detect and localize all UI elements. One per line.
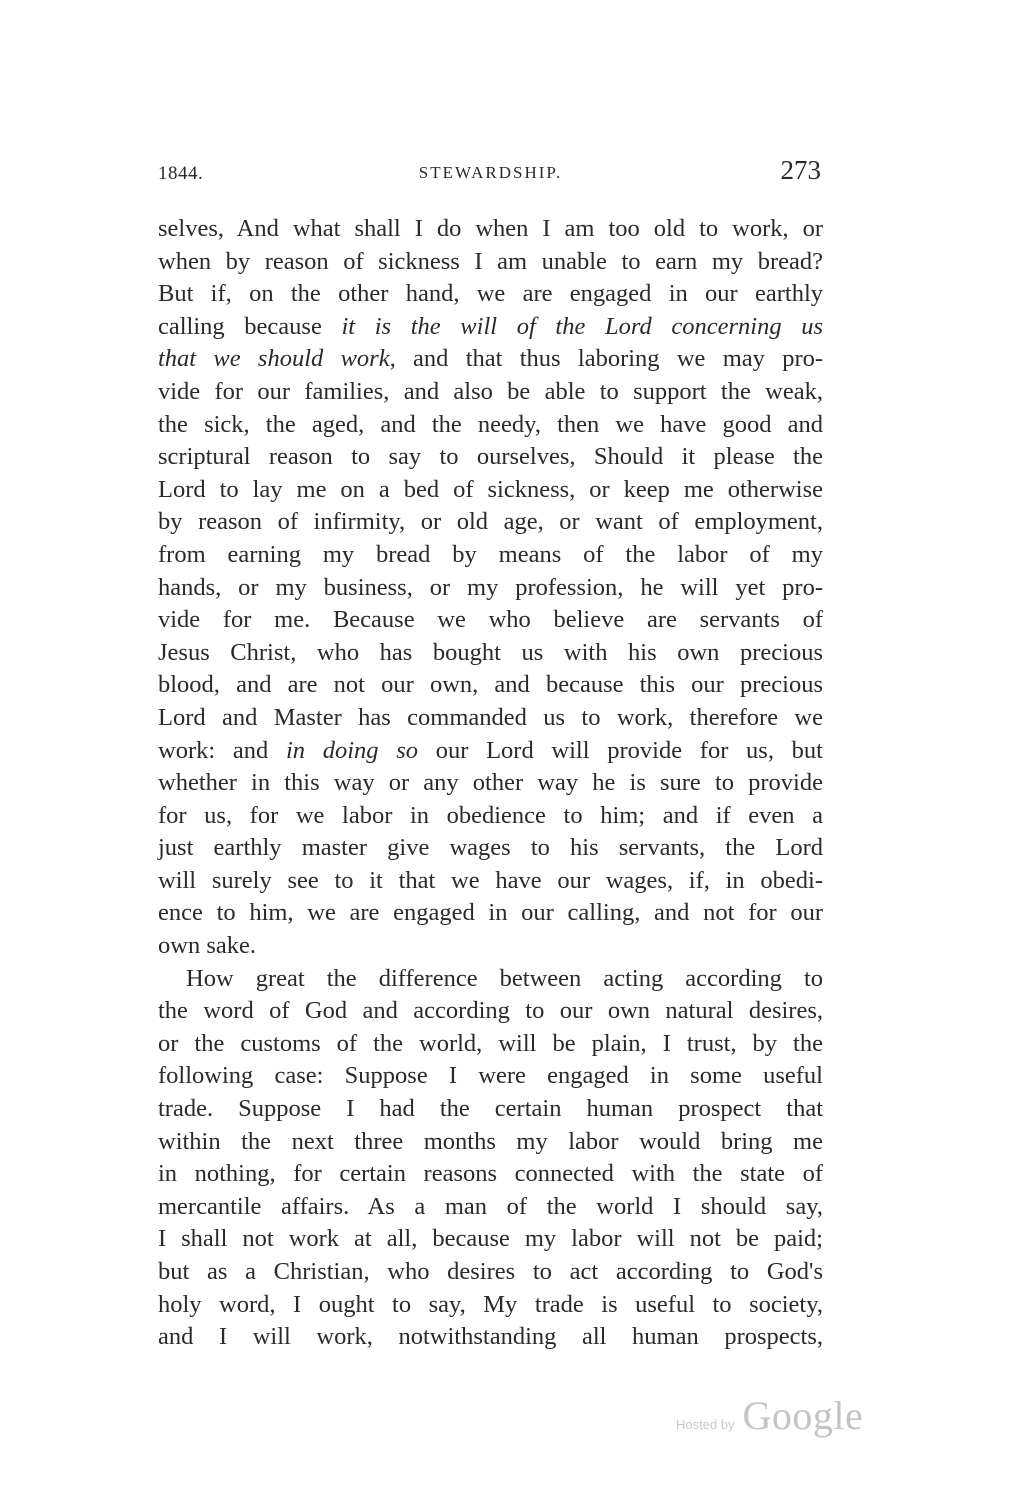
text-line [158,539,823,572]
text-segment: I shall not work at all, because my labor will not be paid; [158,1225,823,1253]
text-line [158,474,823,507]
text-segment: trade. Suppose I had the certain human prospect that [158,1095,823,1123]
text-line [158,669,823,702]
text-line [158,800,823,833]
text-line [158,897,823,930]
text-segment: just earthly master give wages to his servants, the Lord [158,834,823,862]
text-segment: the sick, the aged, and the needy, then we have good and [158,410,823,438]
text-segment: will surely see to it that we have our wages, if, in obedi- [158,866,823,894]
text-segment: Lord to lay me on a bed of sickness, or keep me otherwise [158,475,823,503]
text-segment: mercantile affairs. As a man of the world I should say, [158,1192,823,1220]
text-segment: blood, and are not our own, and because this our precious [158,671,823,699]
text-segment: How great the difference between acting according to [186,964,823,992]
text-line [158,995,823,1028]
text-line [158,1289,823,1322]
text-segment: and that thus laboring we may pro- [395,345,824,373]
text-line [158,963,823,996]
text-segment: work: and [158,736,286,764]
text-line [158,506,823,539]
running-head-title: STEWARDSHIP. [418,163,563,182]
text-line [158,865,823,898]
text-line [158,1191,823,1224]
text-segment: the word of God and according to our own natural desires, [158,997,823,1025]
text-line [158,278,823,311]
text-segment: following case: Suppose I were engaged in some useful [158,1062,823,1090]
text-segment: But if, on the other hand, we are engaged in our earthly [158,280,823,308]
text-segment: by reason of infirmity, or old age, or want of employment, [158,508,823,536]
text-line [158,1093,823,1126]
text-segment: scriptural reason to say to ourselves, Should it please the [158,443,823,471]
text-line [158,1321,823,1354]
text-segment: ence to him, we are engaged in our calling, and not for our [158,899,823,927]
text-segment: calling because [158,312,342,340]
text-line [158,637,823,670]
text-segment: and I will work, notwithstanding all human prospects, [158,1323,823,1351]
text-line [158,1060,823,1093]
hosted-by-google-watermark [676,1392,863,1436]
text-line [158,376,823,409]
text-line [158,311,823,344]
text-segment: but as a Christian, who desires to act according to God's [158,1258,823,1285]
text-segment: whether in this way or any other way he is sure to provide [158,769,823,797]
text-line [158,213,823,246]
text-line [158,1028,823,1061]
body-text [158,213,823,1354]
text-line [158,1256,823,1289]
text-line [158,832,823,865]
running-head-year: 1844. [158,163,204,184]
text-segment: or the customs of the world, will be plain, I trust, by the [158,1029,823,1057]
text-line [158,604,823,637]
running-head [158,155,823,191]
text-segment: selves, And what shall I do when I am too old to work, or [158,215,823,242]
text-segment: from earning my bread by means of the labor of my [158,540,823,568]
text-segment: own sake. [158,932,256,960]
page-number: 273 [780,155,821,185]
text-line [158,767,823,800]
text-segment: vide for me. Because we who believe are servants of [158,606,823,634]
text-line [158,735,823,768]
text-line [158,441,823,474]
text-segment: vide for our families, and also be able to support the weak, [158,377,823,405]
text-line [158,1223,823,1256]
text-line [158,572,823,605]
watermark-google-logo: Google [742,1393,864,1438]
text-segment: for us, for we labor in obedience to him; and if even a [158,801,823,829]
text-line [158,1126,823,1159]
text-segment: within the next three months my labor would bring me [158,1127,823,1155]
text-line [158,930,823,963]
text-segment: holy word, I ought to say, My trade is useful to society, [158,1290,823,1318]
italic-text: that we should work, [158,345,396,373]
italic-text: in doing so [285,736,419,764]
text-segment: Jesus Christ, who has bought us with his own precious [158,638,823,666]
text-line [158,409,823,442]
text-segment: Lord and Master has commanded us to work, therefore we [158,703,823,731]
text-line [158,246,823,279]
text-line [158,702,823,735]
italic-text: it is the will of the Lord concerning us [341,312,823,340]
text-line [158,1158,823,1191]
text-segment: hands, or my business, or my profession, he will yet pro- [158,573,823,601]
watermark-hosted-by: Hosted by [676,1417,735,1432]
text-segment: our Lord will provide for us, but [418,736,823,764]
text-segment: in nothing, for certain reasons connected with the state of [158,1160,823,1188]
text-segment: when by reason of sickness I am unable to earn my bread? [158,247,823,275]
text-line [158,343,823,376]
